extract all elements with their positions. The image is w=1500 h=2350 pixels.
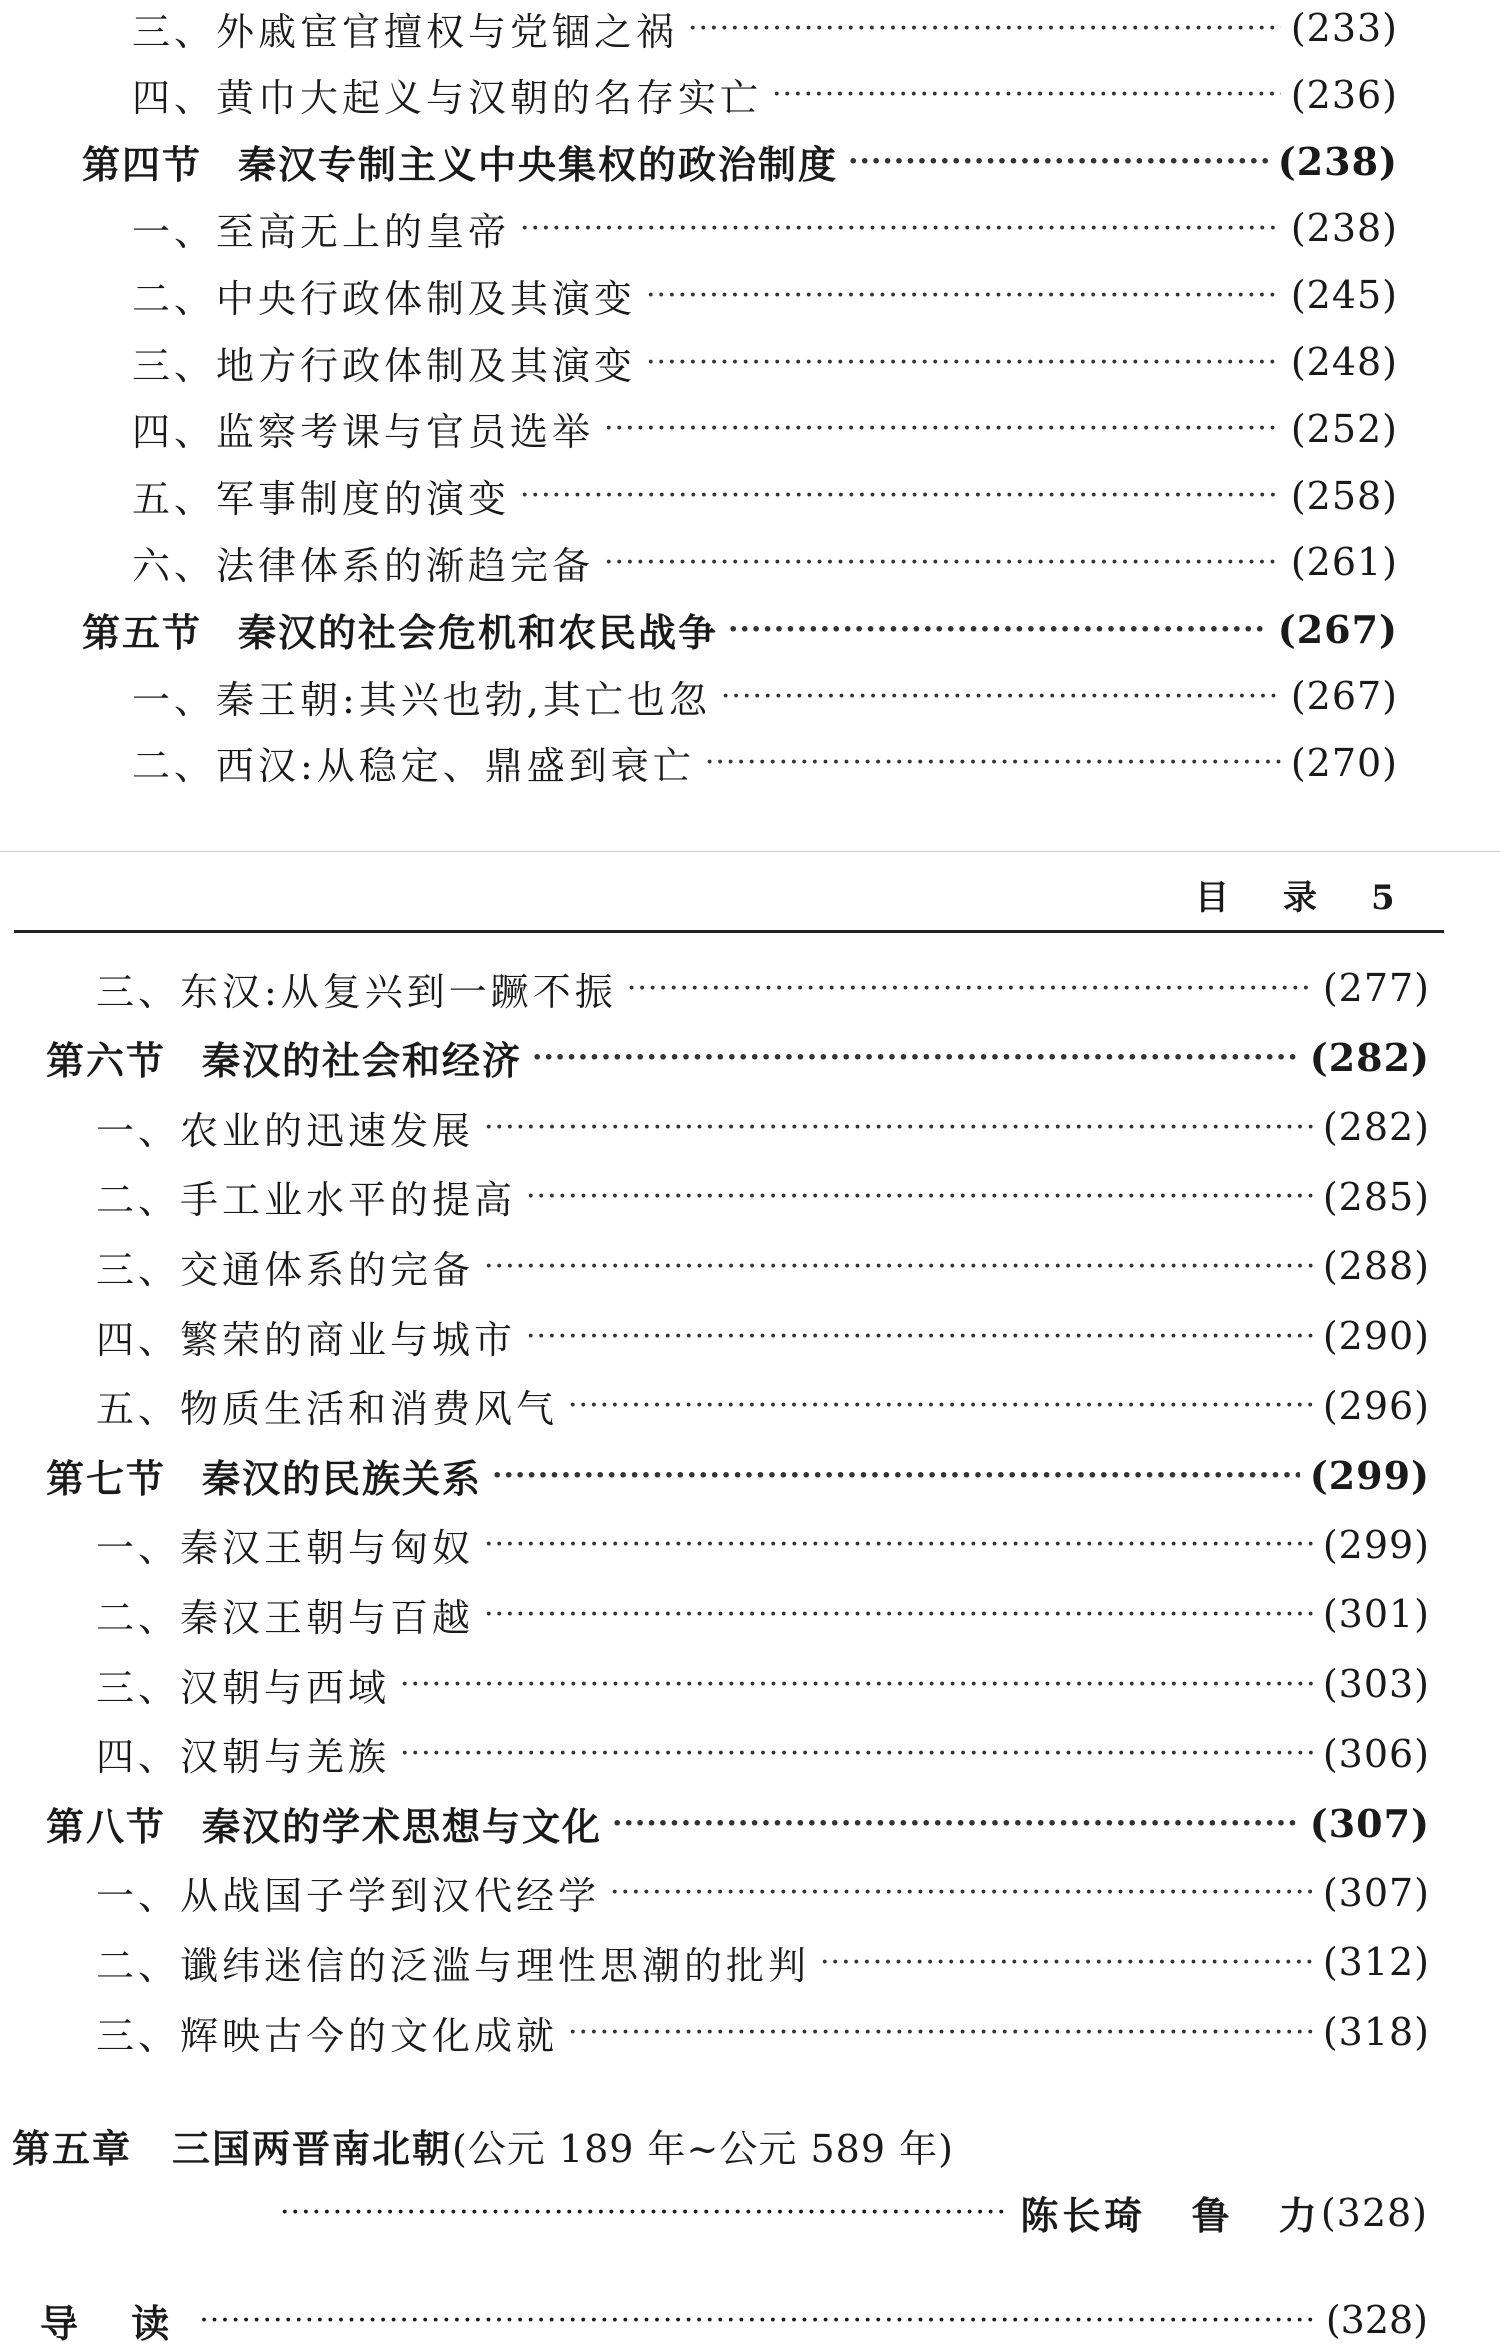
entry-title: 一、秦汉王朝与匈奴 [96,1526,475,1571]
section-label: 第七节 [46,1455,167,1501]
entry-page: (296) [1322,1383,1430,1428]
toc-section-entry [46,1445,1430,1505]
section-title [82,134,838,189]
entry-page: (277) [1322,966,1430,1010]
toc-entry [96,1724,1430,1784]
toc-entry [132,399,1398,459]
entry-page: (267) [1277,606,1398,652]
toc-entry [96,1097,1430,1157]
entry-title: 四、汉朝与羌族 [96,1735,391,1780]
entry-title: 三、外戚宦官擅权与党锢之祸 [132,9,679,54]
entry-page: (306) [1322,1731,1430,1776]
leader-dots [568,1388,1313,1423]
section-name: 秦汉的学术思想与文化 [202,1803,603,1849]
entry-title: 三、交通体系的完备 [96,1247,475,1292]
entry-title: 二、秦汉王朝与百越 [96,1595,475,1640]
section-title [46,1030,522,1085]
leader-dots [484,1110,1313,1145]
toc-section-entry [46,1028,1430,1088]
entry-page: (288) [1322,1244,1430,1289]
leader-dots [484,1597,1313,1632]
leader-dots [604,411,1281,446]
leader-dots [520,478,1281,513]
entry-page: (303) [1322,1662,1430,1706]
entry-page: (267) [1290,674,1398,718]
chapter-page: (328) [1320,2190,1428,2235]
leader-dots [492,1458,1300,1493]
chapter-heading [12,2118,954,2173]
leader-dots [848,144,1268,179]
leader-dots [400,1736,1313,1771]
toc-entry [132,0,1398,58]
entry-title: 二、手工业水平的提高 [96,1178,517,1223]
entry-title: 五、军事制度的演变 [132,477,511,522]
entry-page: (270) [1290,740,1398,785]
entry-page: (248) [1290,340,1398,384]
leader-dots [568,2015,1313,2050]
toc-entry [96,1376,1430,1436]
leader-dots [484,1249,1313,1284]
chapter-name: 三国两晋南北朝 [172,2126,453,2171]
entry-page: (318) [1322,2010,1430,2054]
toc-entry [96,1932,1430,1992]
toc-entry-cut [40,2290,1428,2350]
leader-dots [612,1806,1300,1841]
section-title [46,1448,482,1503]
entry-page: (261) [1290,540,1398,585]
entry-title: 三、辉映古今的文化成就 [96,2013,559,2058]
section-name: 秦汉专制主义中央集权的政治制度 [238,142,839,188]
entry-title: 一、从战国子学到汉代经学 [96,1874,601,1919]
entry-page: (312) [1322,1940,1430,1985]
entry-page: (282) [1309,1035,1430,1081]
leader-dots [604,545,1281,580]
entry-title: 一、农业的迅速发展 [96,1108,475,1153]
leader-dots [526,1319,1313,1354]
entry-page: (290) [1322,1314,1430,1358]
leader-dots [728,612,1268,647]
entry-title: 三、汉朝与西域 [96,1665,391,1710]
header-label-b: 录 [1283,878,1321,918]
section-label: 第五节 [82,609,203,655]
chapter-authors: 陈长琦 鲁 力 [1020,2193,1321,2238]
entry-page: (282) [1322,1105,1430,1150]
leader-dots [280,2195,1006,2230]
entry-title: 导 读 [40,2300,190,2346]
entry-title: 三、地方行政体制及其演变 [132,343,637,388]
toc-entry [132,332,1398,392]
toc-entry [96,2002,1430,2062]
toc-entry [96,1236,1430,1296]
entry-page: (245) [1290,273,1398,318]
entry-title: 二、中央行政体制及其演变 [132,276,637,321]
toc-entry [132,733,1398,793]
section-label: 第八节 [46,1803,167,1849]
entry-page: (307) [1322,1870,1430,1915]
entry-page: (258) [1290,473,1398,518]
entry-title: 一、至高无上的皇帝 [132,209,511,254]
section-name: 秦汉的社会和经济 [202,1038,523,1084]
section-title [82,602,718,657]
entry-title: 二、西汉:从稳定、鼎盛到衰亡 [132,744,695,789]
toc-entry [132,666,1398,726]
section-name: 秦汉的社会危机和农民战争 [238,609,719,655]
entry-page: (252) [1290,406,1398,451]
toc-entry [96,1306,1430,1366]
leader-dots [772,77,1281,112]
entry-page: (236) [1290,72,1398,117]
entry-page: (238) [1290,206,1398,251]
toc-entry [96,1515,1430,1575]
toc-section-entry [82,132,1398,192]
leader-dots [705,745,1281,780]
entry-page: (238) [1277,139,1398,185]
entry-title: 六、法律体系的渐趋完备 [132,543,595,588]
header-page-number: 5 [1371,878,1399,918]
entry-title: 一、秦王朝:其兴也勃,其亡也忽 [132,677,711,722]
entry-title: 四、监察考课与官员选举 [132,410,595,455]
leader-dots [627,971,1313,1006]
section-title [46,1796,602,1851]
toc-section-entry [82,599,1398,659]
entry-page: (233) [1290,6,1398,50]
toc-entry [96,958,1430,1018]
page-divider [0,851,1500,852]
chapter-range: (公元 189 年~公元 589 年) [452,2127,954,2171]
toc-entry [132,265,1398,325]
entry-title: 二、谶纬迷信的泛滥与理性思潮的批判 [96,1943,811,1988]
leader-dots [646,278,1281,313]
toc-entry [132,198,1398,258]
leader-dots [484,1527,1313,1562]
header-rule [14,930,1444,933]
chapter-label: 第五章 [12,2126,133,2171]
section-name: 秦汉的民族关系 [202,1455,483,1501]
running-header [1195,870,1399,919]
entry-title: 四、黄巾大起义与汉朝的名存实亡 [132,76,763,121]
entry-title: 五、物质生活和消费风气 [96,1387,559,1432]
leader-dots [532,1040,1300,1075]
entry-page: (328) [1325,2298,1428,2342]
leader-dots [199,2303,1316,2338]
leader-dots [646,345,1281,380]
entry-title: 四、繁荣的商业与城市 [96,1317,517,1362]
toc-section-entry [46,1793,1430,1853]
toc-entry [96,1584,1430,1644]
leader-dots [820,1945,1313,1980]
leader-dots [610,1875,1313,1910]
leader-dots [400,1667,1313,1702]
toc-entry [96,1654,1430,1714]
entry-page: (299) [1309,1452,1430,1498]
toc-entry [96,1863,1430,1923]
toc-entry [132,466,1398,526]
header-label-a: 目 [1195,878,1233,918]
leader-dots [520,211,1281,246]
entry-page: (285) [1322,1174,1430,1219]
section-label: 第四节 [82,142,203,188]
entry-page: (307) [1309,1800,1430,1846]
leader-dots [721,679,1281,714]
toc-entry [96,1167,1430,1227]
entry-title: 三、东汉:从复兴到一蹶不振 [96,969,617,1014]
toc-entry [132,532,1398,592]
chapter-authors-row [280,2185,1428,2240]
entry-page: (299) [1322,1522,1430,1567]
toc-entry [132,65,1398,125]
entry-page: (301) [1322,1592,1430,1637]
section-label: 第六节 [46,1038,167,1084]
leader-dots [688,11,1281,46]
leader-dots [526,1179,1313,1214]
